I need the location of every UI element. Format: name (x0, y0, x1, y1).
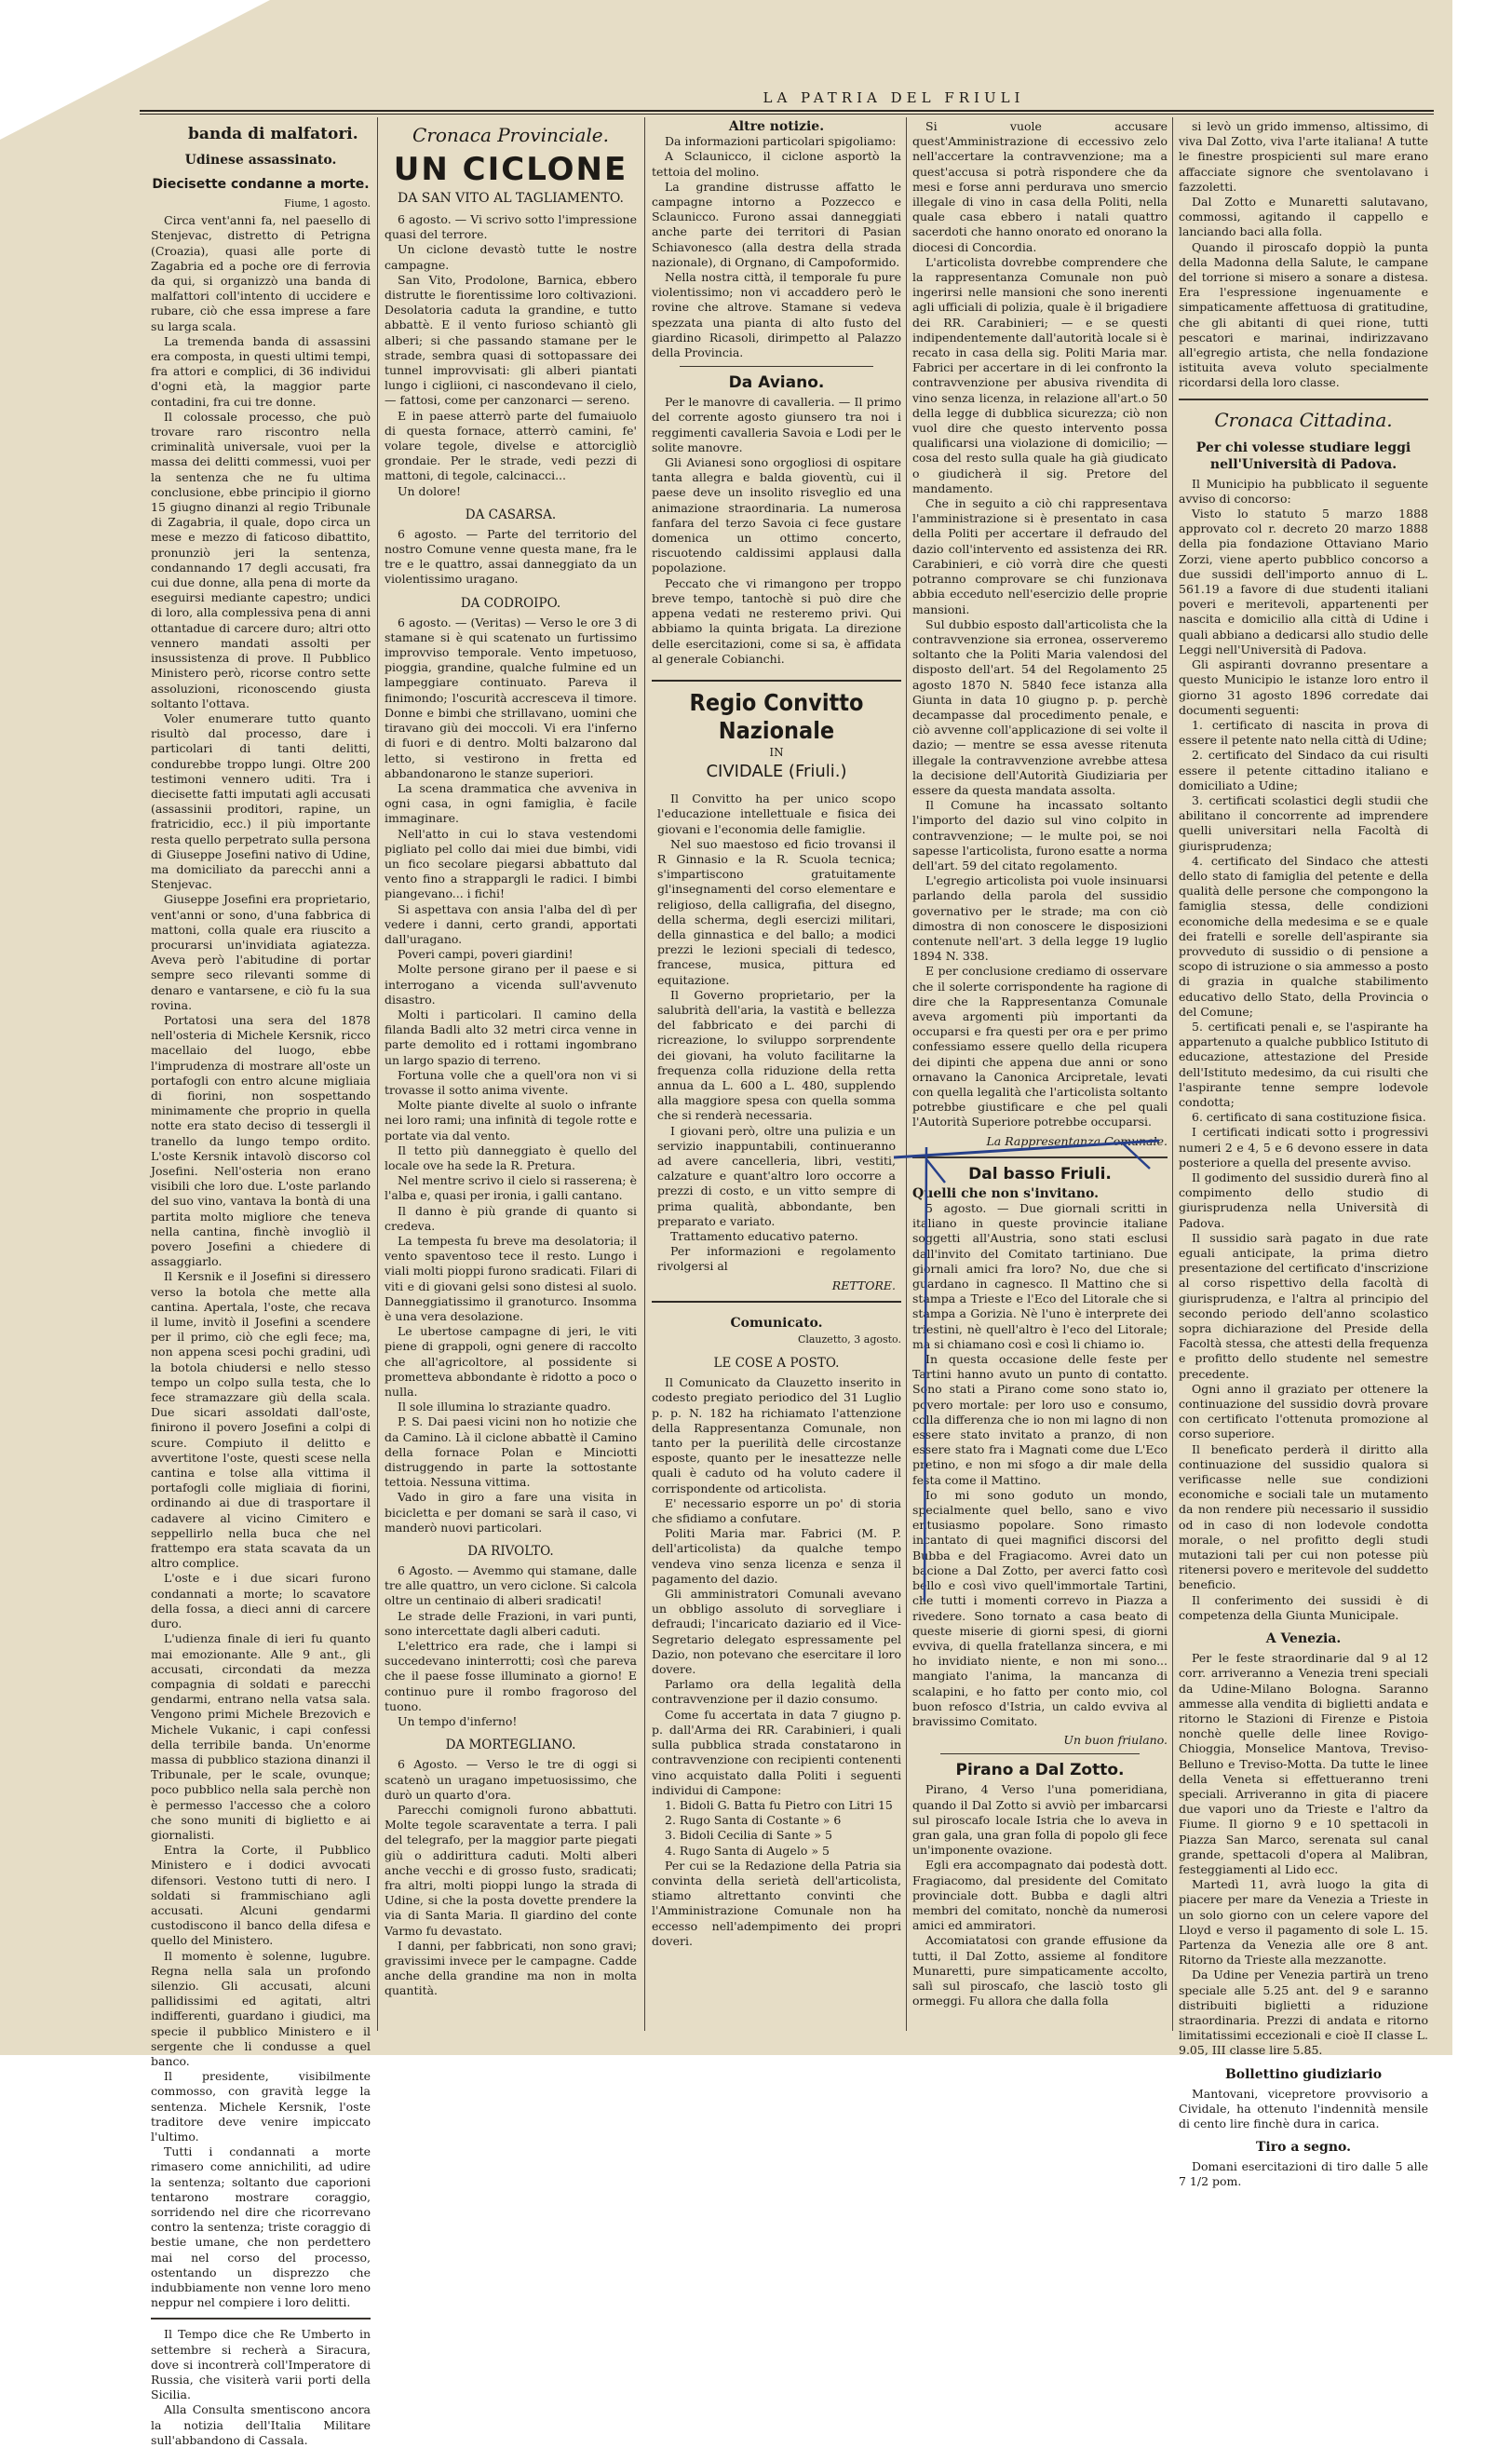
paragraph: E per conclusione crediamo di osservare che il solerte corrispondente ha ragione di dire che la Rappresentanza Comunale aveva argomenti più importanti da occuparsi e fra questi per ora e per primo confessiamo essere quello della ricupera dei dipinti che appena due anni or sono ornavano la Canonica Arcipretale, levati con quella legalità che l'articolista soltanto potrebbe giustificare e che pel quali l'Autorità Superiore potrebbe occuparsi. (912, 964, 1168, 1129)
masthead-rule (140, 110, 1434, 112)
article-title: Per chi volesse studiare leggi nell'Università di Padova. (1195, 440, 1411, 472)
dateline: Clauzetto, 3 agosto. (797, 1333, 901, 1346)
paragraph: Per le feste straordinarie dal 9 al 12 corr. arriveranno a Venezia treni speciali da Udine-Milano Bologna. Saranno ammesse alla vendita di biglietti andata e ritorno le Stazioni di Firenze e Pistoia nonchè quelle delle linee Rovigo-Chioggia, Monselice Mantova, Treviso-Belluno e Treviso-Motta. Da tutte le linee della Veneta si effettueranno treni speciali. Arriveranno in gita di piacere due vapori uno da Trieste e l'altro da Fiume. Il giorno 9 e 10 spettacoli in Piazza San Marco, serenata sul canal grande, spettacoli d'opera al Malibran, festeggiamenti al Lido ecc. (1179, 1651, 1428, 1876)
paragraph: Politi Maria mar. Fabrici (M. P. dell'articolista) da qualche tempo vendeva vino senza licenza e senza il pagamento del dazio. (652, 1526, 901, 1586)
paragraph: Nel mentre scrivo il cielo si rasserena; è l'alba e, quasi per ironia, i galli cantano. (385, 1173, 637, 1203)
paragraph: Nel suo maestoso ed ficio trovansi il R Ginnasio e la R. Scuola tecnica; s'impartiscono gratuitamente gl'insegnamenti del corso elementare e religioso, della calligrafia, del disegno, della scherma, degli esercizi militari, della ginnastica e del ballo; a modici prezzi le lezioni speciali di tedesco, francese, musica, pittura ed equitazione. (657, 836, 896, 987)
paragraph: Un dolore! (398, 483, 462, 498)
paragraph: Il Tempo dice che Re Umberto in settembre si recherà a Siracura, dove si incontrerà coll'Imperatore di Russia, che visiterà varii porti della Sicilia. (151, 2327, 371, 2402)
paragraph: Il conferimento dei sussidi è di competenza della Giunta Municipale. (1179, 1592, 1428, 1622)
article-body (1179, 477, 1428, 1623)
article-body (652, 134, 901, 360)
paragraph: Entra la Corte, il Pubblico Ministero e i dodici avvocati difensori. Vestono tutti di nero. I soldati si frammischiano agli accusati. Alcuni gendarmi custodiscono il banco della difesa e quello del Ministero. (151, 1843, 371, 1948)
paragraph: Dal Zotto e Munaretti salutavano, commossi, agitando il cappello e lanciando baci alla folla. (1179, 195, 1428, 239)
column-4 (912, 119, 1168, 2028)
article-body (385, 1757, 637, 1998)
article-title: LE COSE A POSTO. (713, 1356, 840, 1372)
paragraph: 6 Agosto. — Avemmo qui stamane, dalle tre alle quattro, un vero ciclone. Si calcola oltre un centinaio di alberi sradicati! (385, 1563, 637, 1608)
paragraph: 3. certificati scolastici degli studii che abilitano il concorrente ad imprendere quelli universitari nella Facoltà di giurisprudenza; (1179, 792, 1428, 853)
paragraph: Si aspettava con ansia l'alba del dì per vedere i danni, certo grandi, apportati dall'uragano. (385, 901, 637, 946)
paragraph: Che in seguito a ciò chi rappresentava l'amministrazione si è presentato in casa della Politi per accertare il defraudo del dazio coll'intervento ed assistenza dei RR. Carabinieri, e ciò vorrà dire che questi potranno comprovare se chi funzionava abbia ecceduto nell'esercizio delle proprie mansioni. (912, 496, 1168, 616)
paragraph: Il Comune ha incassato soltanto l'importo del dazio sul vino colpito in contravvenzione; — le multe poi, se noi sapesse l'articolista, furono esatte a norma dell'art. 59 del citato regolamento. (912, 798, 1168, 872)
place-heading: DA MORTEGLIANO. (445, 1738, 576, 1753)
article-body (385, 1563, 637, 1729)
paragraph: A Sclaunicco, il ciclone asportò la tettoia del molino. (652, 149, 901, 179)
separator (151, 2318, 371, 2320)
ad-in: IN (769, 745, 784, 759)
paragraph: San Vito, Prodolone, Barnica, ebbero distrutte le fiorentissime loro coltivazioni. Desolatoria caduta la grandine, e tutto abbattè. E il vento furioso schiantò gli alberi; si che passando stamane per le strade, sembra quasi di sottopassare dei tunnel improvvisati: gli alberi piantati lungo i cigliioni, ci nascondevano il cielo, — fattosi, come per canzonarci — sereno. (385, 272, 637, 408)
paragraph: Egli era accompagnato dai podestà dott. Fragiacomo, dal presidente del Comitato provinciale dott. Bubba e dagli altri membri del comitato, nonchè da numerosi amici ed ammiratori. (912, 1858, 1168, 1933)
place-heading: DA CODROIPO. (460, 595, 561, 611)
paragraph: Il colossale processo, che può trovare raro riscontro nella criminalità universale, vuoi per la massa dei delitti commessi, vuoi per la sentenza che ne fu ultima conclusione, ebbe principio il giorno 15 giugno dinanzi al regio Tribunale di Zagabria, il quale, dopo circa un mese e mezzo di faticoso dibattito, pronunziò jeri la sentenza, condannando 17 degli accusati, fra cui due donne, alla pena di morte da eseguirsi mediante capestro; undici di loro, alla complessiva pena di anni ottantadue di carcere duro; altri otto vennero mandati assolti per insussistenza di prove. Il Pubblico Ministero però, ricorse contro sette assoluzioni, riconoscendo giusta soltanto l'ottava. (151, 409, 371, 710)
article-subtitle: Quelli che non s'invitano. (912, 1185, 1099, 1201)
article-body (912, 1782, 1168, 2008)
paragraph: 2. Rugo Santa di Costante » 6 (665, 1813, 842, 1828)
column-3 (652, 119, 901, 2028)
ad-signature: RETTORE. (831, 1278, 896, 1292)
article-subtitle: Udinese assassinato. (184, 153, 337, 168)
place-heading: DA RIVOLTO. (467, 1544, 554, 1560)
article-title: Pirano a Dal Zotto. (955, 1761, 1125, 1780)
paragraph: Giuseppe Josefini era proprietario, vent'anni or sono, d'una fabbrica di mattoni, colla quale era riuscito a procurarsi un'invidiata agiatezza. Aveva però l'abitudine di portar sempre seco rilevanti somme di denaro e vantarsene, e ciò fu la sua rovina. (151, 892, 371, 1012)
paragraph: 1. Bidoli G. Batta fu Pietro con Litri 15 (665, 1797, 893, 1812)
paragraph: Martedì 11, avrà luogo la gita di piacere per mare da Venezia a Trieste in un solo giorno con un celere vapore del Lloyd e verso il pagamento di sole L. 15. Partenza da Venezia alle ore 8 ant. Ritorno da Trieste alla mezzanotte. (1179, 1877, 1428, 1968)
paragraph: Vado in giro a fare una visita in bicicletta e per domani se sarà il caso, vi manderò nuovi particolari. (385, 1490, 637, 1535)
paragraph: 6 agosto. — Vi scrivo sotto l'impressione quasi del terrore. (385, 212, 637, 242)
paragraph: I giovani però, oltre una pulizia e un servizio inappuntabili, continueranno ad avere cancelleria, libri, vestiti, calzature e quant'altro loro occorre a prezzi di costo, e un vitto sempre di prima qualità, abbondante, ben preparato e variato. (657, 1123, 896, 1228)
section-heading: Altre notizie. (728, 119, 825, 134)
paragraph: Si vuole accusare quest'Amministrazione di eccessivo zelo nell'accertare la contravvenzione; ma a quest'accusa si potrà rispondere che da mesi e forse anni perdurava uno smercio illegale di vino in casa della Politi, nella quale casa ebbero i natali quattro sacerdoti che hanno onorato ed onorano la diocesi di Concordia. (912, 119, 1168, 254)
paragraph: L'udienza finale di ieri fu quanto mai emozionante. Alle 9 ant., gli accusati, circondati da mezza compagnia di soldati e parecchi gendarmi, entrano nella vatsa sala. Vengono primi Michele Brezovich e Michele Vukanic, i capi confessi della terribile banda. Un'enorme massa di pubblico staziona dinanzi il Tribunale, per le scale, ovunque; poco pubblico nella sala perchè non è permesso l'accesso che a coloro che sono muniti di biglietto e ai giornalisti. (151, 1631, 371, 1842)
paragraph: Come fu accertata in data 7 giugno p. p. dall'Arma dei RR. Carabinieri, i quali sulla pubblica strada constatarono in contravvenzione con recipienti contenenti vino acquistato dalla Politi i seguenti individui di Campone: (652, 1707, 901, 1797)
paragraph: 4. Rugo Santa di Augelo » 5 (665, 1843, 830, 1858)
column-divider (906, 117, 907, 2031)
article-title: Tiro a segno. (1256, 2140, 1351, 2156)
paragraph: Mantovani, vicepretore provvisorio a Cividale, ha ottenuto l'indennità mensile di cento lire finchè dura in carica. (1179, 2086, 1428, 2130)
paragraph: Gli aspiranti dovranno presentare a questo Municipio le istanze loro entro il giorno 31 agosto 1896 corredate dai documenti seguenti: (1179, 657, 1428, 717)
paragraph: Visto lo statuto 5 marzo 1888 approvato col r. decreto 20 marzo 1888 della pia fondazione Ottaviano Mario Zorzi, viene aperto pubblico concorso a due sussidi dell'importo annuo di L. 561.19 a favore di due studenti italiani poveri e meritevoli, appartenenti per nascita e domicilio alla città di Udine i quali abbiano a dedicarsi allo studio delle Leggi nell'Università di Padova. (1179, 507, 1428, 656)
paragraph: E in paese atterrò parte del fumaiuolo di questa fornace, atterrò camini, fe' volare tegole, divelse e attorcigliò grondaie. Per le strade, vedi pezzi di mattoni, di tegole, calcinacci... (385, 408, 637, 483)
paragraph: 6 agosto. — Parte del territorio del nostro Comune venne questa mane, fra le tre e le quattro, assai danneggiato da un violentissimo uragano. (385, 526, 637, 587)
paragraph: La tempesta fu breve ma desolatoria; il vento spaventoso tece il resto. Lungo i viali molti pioppi furono sradicati. Filari di viti e di giovani gelsi sono distesi al suolo. Danneggiatissimo il granoturco. Insomma è una vera desolazione. (385, 1234, 637, 1324)
separator (940, 1753, 1140, 1754)
paragraph: 2. certificato del Sindaco da cui risulti essere il petente cittadino italiano e domiciliato a Udine; (1179, 748, 1428, 792)
paragraph: Il momento è solenne, lugubre. Regna nella sala un profondo silenzio. Gli accusati, alcuni pallidissimi ed agitati, altri indifferenti, guardano i giudici, ma specie il pubblico Ministero e il sergente che li condusse a quel banco. (151, 1948, 371, 2068)
headline: UN CICLONE (393, 151, 628, 188)
paragraph: Molte piante divelte al suolo o infrante nei loro rami; una infinità di tegole rotte e portate via dal vento. (385, 1098, 637, 1143)
ad-body (657, 791, 896, 1275)
paragraph: Parlamo ora della legalità della contravvenzione per il dazio consumo. (652, 1677, 901, 1707)
column-2 (385, 119, 637, 2028)
paragraph: Il presidente, visibilmente commosso, con gravità legge la sentenza. Michele Kersnik, l'oste traditore deve venire impiccato l'ultimo. (151, 2069, 371, 2144)
paragraph: L'elettrico era rade, che i lampi si succedevano ininterrotti; così che pareva che il paese fosse illuminato a giorno! E continuo pure il rombo fragoroso del tuono. (385, 1639, 637, 1713)
separator (680, 366, 873, 367)
paragraph: 3. Bidoli Cecilia di Sante » 5 (665, 1828, 832, 1843)
paragraph: Il Convitto ha per unico scopo l'educazione intellettuale e fisica dei giovani e l'economia delle famiglie. (657, 791, 896, 836)
paragraph: L'egregio articolista poi vuole insinuarsi parlando della parola del sussidio governativo per le strade; ma con ciò dimostra di non conoscere le disposizioni contenute nell'art. 3 della legge 19 luglio 1894 N. 338. (912, 873, 1168, 964)
article-subtitle-2: Diecisette condanne a morte. (152, 177, 370, 192)
paragraph: Circa vent'anni fa, nel paesello di Stenjevac, distretto di Petrigna (Croazia), quasi alle porte di Zagabria ed a poche ore di ferrovia da qui, si organizzò una banda di malfattori coll'intento di uccidere e rubare, ciò che essa imprese a fare su larga scala. (151, 213, 371, 333)
paragraph: Tutti i condannati a morte rimasero come annichiliti, ad udire la sentenza; soltanto due caporioni tentarono mostrare coraggio, sorridendo nel dire che ricorrevano contro la sentenza; triste coraggio di bestie umane, che non perdettero mai nel corso del processo, ostentando un disprezzo che indubbiamente non venne loro meno neppur nel compiere i loro delitti. (151, 2144, 371, 2310)
paragraph: P. S. Dai paesi vicini non ho notizie che da Camino. Là il ciclone abbattè il Camino della fornace Polan e Minciotti distruggendo in parte la sottostante tettoia. Nessuna vittima. (385, 1414, 637, 1490)
subheadline: DA SAN VITO AL TAGLIAMENTO. (397, 191, 624, 206)
article-body (652, 1375, 901, 1949)
news-notes (151, 2327, 371, 2448)
column-1 (151, 119, 371, 2447)
article-body (912, 1201, 1168, 1729)
paragraph: 6. certificato di sana costituzione fisica. (1192, 1110, 1426, 1125)
paragraph: Gli amministratori Comunali avevano un obbligo assoluto di sorvegliare i defraudi; l'incaricato daziario ed il Vice-Segretario delegato espressamente pel Dazio, non potevano che esercitare il loro dovere. (652, 1587, 901, 1677)
paragraph: Nella nostra città, il temporale fu pure violentissimo; non vi accaddero però le rovine che altrove. Stamane si vedeva spezzata una pianta di alto fusto del giardino Ricasoli, dirimpetto al Palazzo della Provincia. (652, 270, 901, 360)
section-heading: Comunicato. (730, 1315, 823, 1331)
article-body (1179, 1651, 1428, 2058)
paragraph: Per cui se la Redazione della Patria sia convinta della serietà dell'articolista, stiamo altrettanto convinti che l'Amministrazione Comunale non ha eccesso nell'adempimento dei propri doveri. (652, 1858, 901, 1948)
paragraph: La tremenda banda di assassini era composta, in questi ultimi tempi, fra attori e complici, di 36 individui d'ogni età, la maggior parte contadini, fra cui tre donne. (151, 333, 371, 409)
paragraph: Il sole illumina lo straziante quadro. (398, 1400, 612, 1414)
paragraph: La scena drammatica che avveniva in ogni casa, in ogni famiglia, è facile immaginare. (385, 780, 637, 826)
masthead: LA PATRIA DEL FRIULI (763, 89, 1025, 106)
ad-city: CIVIDALE (Friuli.) (706, 762, 847, 782)
paragraph: L'articolista dovrebbe comprendere che la rappresentanza Comunale non può ingerirsi nelle mansioni che sono inerenti agli ufficiali di polizia, quale è il brigadiere dei RR. Carabinieri; — e se questi indipendentemente dall'autorità locale si è recato in casa della sig. Politi Maria mar. Fabrici per accertare in di lei confronto la contravvenzione per abusiva rivendita di vino senza licenza, in relazione all'art.o 50 della legge di dubblica sicurezza; ciò non vuol dire che questo intervento possa qualificarsi una violazione di domicilio; — cosa del resto sulla quale ha già giudicato o giudicherà il sig. Pretore del mandamento. (912, 254, 1168, 495)
section-title: Cronaca Cittadina. (1214, 408, 1393, 431)
article-body (912, 119, 1168, 1130)
paragraph: Le strade delle Frazioni, in vari punti, sono intercettate dagli alberi caduti. (385, 1608, 637, 1638)
paragraph: Un ciclone devastò tutte le nostre campagne. (385, 242, 637, 272)
article-body (385, 212, 637, 499)
article-body (1179, 119, 1428, 391)
signature: Un buon friulano. (1063, 1733, 1168, 1748)
paragraph: Portatosi una sera del 1878 nell'osteria di Michele Kersnik, ricco macellaio del luogo, ebbe l'imprudenza di mostrare all'oste un portafogli con entro alcune migliaia di fiorini, non sospettando minimamente che proprio in quella notte era stato deciso di tessergli il tranello da lungo tempo ordito. L'oste Kersnik intavolò discorso col Josefini. Nell'osteria non erano visibili che loro due. L'oste parlando del suo vino, vantava la bontà di una partita molto migliore che teneva nella cantina, finchè invogliò il povero Josefini a chiedere di assaggiarlo. (151, 1012, 371, 1269)
paragraph: 6 agosto. — (Veritas) — Verso le ore 3 di stamane si è qui scatenato un furtissimo improvviso temporale. Vento impetuoso, pioggia, grandine, qualche fulmine ed un lampeggiare continuato. Pareva il finimondo; l'oscurità accresceva il timore. Donne e bimbi che strillavano, uomini che tiravano giù dei moccoli. Vi era l'inferno di fuori e di dentro. Molti balzarono dal letto, si vestirono in fretta ed abbandonarono le stanze superiori. (385, 615, 637, 780)
article-title: banda di malfatori. (188, 125, 358, 143)
paragraph: Io mi sono goduto un mondo, specialmente quel bello, sano e vivo entusiasmo popolare. Sono rimasto incantato di quei magnifici discorsi del Bubba e del Fragiacomo. Avrei dato un bacione a Dal Zotto, per averci fatto così bello e così vivo quell'immortale Tartini, che tutti i momenti correvo in Piazza a rivedere. Sono tornato a casa beato di queste miserie di giorni spesi, di giorni evviva, di quella fratellanza sincera, e mi ho invidiato niente, e non mi sono... mangiato l'anima, la mancanza di scalapini, e ho fatto per conto mio, col buon refosco d'Istria, un caldo evviva al bravissimo Comitato. (912, 1487, 1168, 1728)
advertisement-box (652, 680, 901, 1303)
paragraph: Poveri campi, poveri giardini! (398, 947, 574, 962)
paragraph: Il Municipio ha pubblicato il seguente avviso di concorso: (1179, 476, 1428, 506)
paragraph: I danni, per fabbricati, non sono gravi; gravissimi invece per le campagne. Cadde anche della grandine ma non in molta quantità. (385, 1938, 637, 1998)
paragraph: 4. certificato del Sindaco che attesti dello stato di famiglia del petente e della qualità delle persone che compongono la famiglia stessa, delle condizioni economiche della medesima e se e quale dei fratelli e sorelle dell'aspirante sia provveduto di sussidio o di pensione a scopo di istruzione o sia ammesso a posto di grazia in qualche stabilimento educativo dello Stato, della Provincia o del Comune; (1179, 853, 1428, 1019)
place-heading: DA CASARSA. (465, 507, 557, 522)
article-body (151, 213, 371, 2310)
section-title: Cronaca Provinciale. (412, 124, 609, 146)
place-heading: Da Aviano. (728, 373, 825, 393)
paragraph: Molti i particolari. Il camino della filanda Badli alto 32 metri circa venne in parte demolito ed i rottami ingombrano un largo spazio di terreno. (385, 1007, 637, 1067)
paragraph: Peccato che vi rimangono per troppo breve tempo, tantochè si può dire che appena vedati ne resteremo privi. Qui abbiamo la quinta brigata. La direzione delle esercitazioni, come si sa, è affidata al generale Cobianchi. (652, 575, 901, 666)
paragraph: Il Governo proprietario, per la salubrità dell'aria, la vastità e bellezza del fabbricato e dei parchi di ricreazione, lo sviluppo sorprendente dei giovani, ha voluto facilitarne la frequenza colla riduzione della retta annua da L. 600 a L. 480, supplendo alla maggiore spesa con quella somma che si renderà necessaria. (657, 987, 896, 1123)
paragraph: Alla Consulta smentiscono ancora la notizia dell'Italia Militare sull'abbandono di Cassala. (151, 2402, 371, 2447)
paragraph: 6 Agosto. — Verso le tre di oggi si scatenò un uragano impetuosissimo, che durò un quarto d'ora. (385, 1757, 637, 1802)
column-divider (644, 117, 645, 2031)
paragraph: Parecchi comignoli furono abbattuti. Molte tegole scaraventate a terra. I pali del telegrafo, per la maggior parte piegati giù o addirittura caduti. Molti alberi anche vecchi e di grosso fusto, sradicati; fra altri, molti pioppi lungo la strada di Udine, si che la posta dovette prendere la via di Santa Maria. Il giardino del conte Varmo fu devastato. (385, 1802, 637, 1938)
separator (912, 1156, 1168, 1158)
column-5 (1179, 119, 1428, 2189)
paragraph: Accomiatatosi con grande effusione da tutti, il Dal Zotto, assieme al fonditore Munaretti, pure simpaticamente accolto, salì sul piroscafo, che lasciò tosto gli ormeggi. Fu allora che dalla folla (912, 1933, 1168, 2008)
paragraph: In questa occasione delle feste per Tartini hanno avuto un punto di contatto. Sono stati a Pirano come sono stato io, povero mortale: per loro uso e consumo, colla differenza che io non mi lagno di non essere stato invitato a pranzo, di non essere stato fra i Magnati come due L'Eco pretino, e non mi sfogo a dir male della festa come il Mattino. (912, 1352, 1168, 1487)
column-divider (377, 117, 378, 2031)
paragraph: Le ubertose campagne di jeri, le viti piene di grappoli, ogni genere di raccolto che all'agricoltore, al possidente si prometteva abbondante è ridotto a poco o nulla. (385, 1324, 637, 1400)
paragraph: Il sussidio sarà pagato in due rate eguali anticipate, la prima dietro presentazione del certificato d'inscrizione al corso rispettivo della facoltà di giurisprudenza, e l'altra al principio del secondo periodo dell'anno scolastico sopra dichiarazione del Preside della Facoltà stessa, che attesti della frequenza e profitto dello studente nel semestre precedente. (1179, 1230, 1428, 1381)
paragraph: 1. certificato di nascita in prova di essere il petente nato nella città di Udine; (1179, 717, 1428, 748)
paragraph: Trattamento educativo paterno. (670, 1229, 858, 1243)
paragraph: Sul dubbio esposto dall'articolista che la contravvenzione sia erronea, osserveremo soltanto che la Politi Maria valendosi del disposto dell'art. 54 del Regolamento 25 agosto 1870 N. 5840 fece istanza alla Giunta in data 10 giugno p. p. perchè decampasse dal procedimento penale, e ciò avvenne coll'applicazione di sei volte il dazio; — mentre se essa avesse ritenuta illegale la contravvenzione avrebbe attesa la decisione dell'Autorità Giudiziaria per essere da questa mandata assolta. (912, 616, 1168, 797)
column-divider (1172, 117, 1173, 2031)
paragraph: Da informazioni particolari spigoliamo: (665, 134, 897, 149)
paragraph: I certificati indicati sotto i progressivi numeri 2 e 4, 5 e 6 devono essere in data posteriore a quella del presente avviso. (1179, 1125, 1428, 1170)
paragraph: Gli Avianesi sono orgogliosi di ospitare tanta allegra e balda gioventù, cui il paese deve un insolito risveglio ed una animazione straordinaria. La numerosa fanfara del terzo Savoia ci fece gustare domenica un ottimo concerto, riscuotendo caldissimi applausi dalla popolazione. (652, 455, 901, 575)
paragraph: Il Comunicato da Clauzetto inserito in codesto pregiato periodico del 31 Luglio p. p. N. 182 ha richiamato l'attenzione della Rappresentanza Comunale, non tanto per la puerilità delle circostanze esposte, quanto per le inesattezze nelle quali è caduto od ha voluto cadere il corrispondente od articolista. (652, 1375, 901, 1495)
paragraph: Voler enumerare tutto quanto risultò dal processo, dare i particolari di tanti delitti, condurebbe troppo lungi. Oltre 200 testimoni vennero uditi. Tra i diecisette fatti imputati agli accusati (assassinii proditori, rapine, un fratricidio, ecc.) il più importante resta quello perpetrato sulla persona di Giuseppe Josefini nativo di Udine, ma domiciliato da parecchi anni a Stenjevac. (151, 710, 371, 892)
paragraph: La grandine distrusse affatto le campagne intorno a Pozzecco e Sclaunicco. Furono assai danneggiati anche parte dei territori di Pasian Schiavonesco (alla destra della strada nazionale), di Orgnano, di Campoformido. (652, 179, 901, 269)
masthead-rule-thin (140, 114, 1434, 115)
paragraph: Il danno è più grande di quanto si credeva. (385, 1203, 637, 1233)
paragraph: Il godimento del sussidio durerà fino al compimento dello studio di giurisprudenza nella Università di Padova. (1179, 1170, 1428, 1230)
article-body (385, 615, 637, 1535)
separator (1179, 399, 1428, 400)
paragraph: Il Kersnik e il Josefini si diressero verso la botola che mette alla cantina. Apertala, l'oste, che recava il lume, invitò il Josefini a scendere per il primo, ciò che egli fece; ma, non appena scesi pochi gradini, udì la botola chiudersi e nello stesso tempo un colpo sulla testa, che lo fece stramazzare giù della scala. Due sicari assoldati dall'oste, finirono il povero Josefini a colpi di scure. Compiuto il delitto e avvertitone l'oste, questi scese nella cantina e tolse alla vittima il portafogli colle migliaia di fiorini, ordinando ai due di trasportare il cadavere al vicino Cimitero e seppellirlo nella buca che nel frattempo era stata scavata da un altro complice. (151, 1269, 371, 1571)
paragraph: Per le manovre di cavalleria. — Il primo del corrente agosto giunsero tra noi i reggimenti cavalleria Savoia e Lodi per le solite manovre. (652, 395, 901, 454)
dateline: Fiume, 1 agosto. (284, 197, 371, 210)
paragraph: Pirano, 4 Verso l'una pomeridiana, quando il Dal Zotto si avviò per imbarcarsi sul piroscafo locale Istria che lo aveva in gran gala, una gran folla di popolo gli fece un'imponente ovazione. (912, 1782, 1168, 1858)
paragraph: Il tetto più danneggiato è quello del locale ove ha sede la R. Pretura. (385, 1143, 637, 1172)
paragraph: Da Udine per Venezia partirà un treno speciale alle 5.25 ant. del 9 e saranno distribuiti biglietti a riduzione straordinaria. Prezzi di andata e ritorno limitatissimi eccezionali e cioè II classe L. 9.05, III classe lire 5.85. (1179, 1968, 1428, 2058)
paragraph: Molte persone girano per il paese e si interrogano a vicenda sull'avvenuto disastro. (385, 962, 637, 1007)
ad-title: Regio Convitto Nazionale (689, 688, 864, 744)
article-title: A Venezia. (1265, 1631, 1342, 1647)
signature: La Rappresentanza Comunale. (986, 1133, 1168, 1148)
paragraph: L'oste e i due sicari furono condannati a morte; lo scavatore della fossa, a dieci anni di carcere duro. (151, 1571, 371, 1631)
article-title: Bollettino giudiziario (1224, 2066, 1383, 2082)
paragraph: 5 agosto. — Due giornali scritti in italiano in queste provincie italiane soggetti all'Austria, sono stati esclusi dall'invito del Comitato tartiniano. Due giornali amici fra loro? No, due che si guardano in cagnesco. Il Mattino che si stampa a Trieste e l'Eco del Litorale che si stampa a Gorizia. Nè l'uno è interprete dei triestini, nè quell'altro è l'eco del Litorale; ma si chiamano così e così li chiamo io. (912, 1201, 1168, 1351)
paragraph: Per informazioni e regolamento rivolgersi al (657, 1244, 896, 1274)
paragraph: Quando il piroscafo doppiò la punta della Madonna della Salute, le campane del torrione si misero a sonare a distesa. Era l'espressione ingenuamente e simpaticamente affettuosa di gratitudine, che gli abitanti di quei rione, tutti pescatori e marinai, indirizzavano all'egregio artista, che nella fondazione istituita aveva voluto specialmente ricordarsi della loro classe. (1179, 239, 1428, 390)
paragraph: 5. certificati penali e, se l'aspirante ha appartenuto a qualche pubblico Istituto di educazione, attestazione del Preside dell'Istituto medesimo, da cui risulti che l'aspirante tenne sempre lodevole condotta; (1179, 1019, 1428, 1109)
paragraph: Domani esercitazioni di tiro dalle 5 alle 7 1/2 pom. (1179, 2159, 1428, 2189)
paragraph: Nell'atto in cui lo stava vestendomi pigliato pel collo dai miei due bimbi, vidi un fico secolare piegarsi abbattuto dal vento fino a strappargli le radici. I bimbi piangevano... i fichi! (385, 826, 637, 901)
paragraph: E' necessario esporre un po' di storia che sfidiamo a confutare. (652, 1495, 901, 1526)
paragraph: si levò un grido immenso, altissimo, di viva Dal Zotto, viva l'arte italiana! A tutte le finestre prospicienti sul mare erano affacciate signore che sventolavano i fazzoletti. (1179, 119, 1428, 194)
paragraph: Un tempo d'inferno! (398, 1714, 518, 1729)
article-title: Dal basso Friuli. (968, 1164, 1112, 1183)
paragraph: Fortuna volle che a quell'ora non vi si trovasse il sotto anima vivente. (385, 1067, 637, 1097)
article-body (652, 395, 901, 667)
paragraph: Ogni anno il graziato per ottenere la continuazione del sussidio dovrà provare con certificato l'ottenuta promozione al corso superiore. (1179, 1381, 1428, 1441)
paragraph: Il beneficato perderà il diritto alla continuazione del sussidio qualora si verificasse nelle sue condizioni economiche e sociali tale un mutamento da non rendere più necessario il sussidio od in caso di non lodevole condotta morale, o nel profitto degli studi mutazioni tali per cui non potesse più ritenersi povero e meritevole del suddetto beneficio. (1179, 1441, 1428, 1592)
